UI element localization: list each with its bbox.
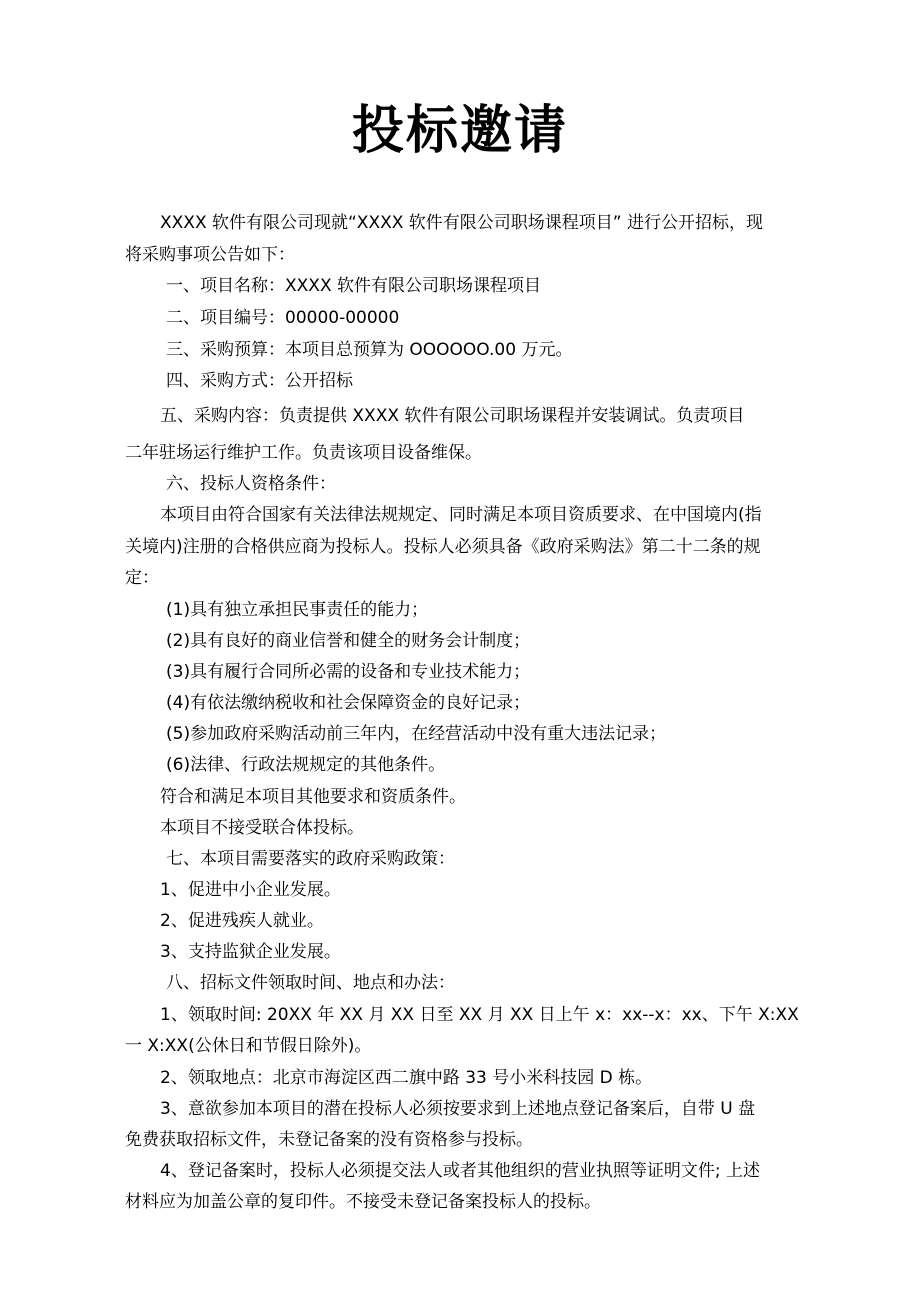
condition-3: (3)具有履行合同所必需的设备和专业技术能力；	[166, 662, 531, 682]
qual-line-2: 关境内)注册的合格供应商为投标人。投标人必须具备《政府采购法》第二十二条的规	[125, 537, 761, 557]
policy-1: 1、促进中小企业发展。	[160, 880, 341, 900]
condition-5: (5)参加政府采购活动前三年内，在经营活动中没有重大违法记录；	[166, 724, 667, 744]
qual-line-1: 本项目由符合国家有关法律法规规定、同时满足本项目资质要求、在中国境内(指	[160, 505, 762, 525]
document-title: 投标邀请	[351, 101, 568, 161]
get-time-line-2: 一 X:XX(公休日和节假日除外)。	[125, 1036, 372, 1056]
intro-line-2: 将采购事项公告如下：	[125, 245, 295, 265]
item-content-line-2: 二年驻场运行维护工作。负责该项目设备维保。	[125, 443, 482, 463]
get-method-line-1: 3、意欲参加本项目的潜在投标人必须按要求到上述地点登记备案后，自带 U 盘	[160, 1099, 756, 1119]
policy-2: 2、促进残疾人就业。	[160, 911, 324, 931]
get-method-line-2: 免费获取招标文件，未登记备案的没有资格参与投标。	[125, 1130, 533, 1150]
no-consortium: 本项目不接受联合体投标。	[160, 818, 364, 838]
condition-2: (2)具有良好的商业信誉和健全的财务会计制度；	[166, 631, 531, 651]
qual-line-3: 定：	[125, 568, 159, 588]
policy-3: 3、支持监狱企业发展。	[160, 942, 341, 962]
registration-line-1: 4、登记备案时，投标人必须提交法人或者其他组织的营业执照等证明文件; 上述	[160, 1161, 760, 1181]
item-qualifications: 六、投标人资格条件：	[166, 474, 336, 494]
item-project-number: 二、项目编号：00000-00000	[166, 308, 400, 328]
item-budget: 三、采购预算：本项目总预算为 OOOOOO.00 万元。	[166, 340, 573, 360]
item-project-name: 一、项目名称：XXXX 软件有限公司职场课程项目	[166, 276, 541, 296]
get-time-line-1: 1、领取时间: 20XX 年 XX 月 XX 日至 XX 月 XX 日上午 x：xx--x：xx、下午 X:XX	[160, 1005, 799, 1025]
extra-requirements: 符合和满足本项目其他要求和资质条件。	[160, 787, 466, 807]
item-policies: 七、本项目需要落实的政府采购政策：	[166, 849, 455, 869]
item-method: 四、采购方式：公开招标	[166, 371, 353, 391]
get-location: 2、领取地点：北京市海淀区西二旗中路 33 号小米科技园 D 栋。	[160, 1068, 653, 1088]
registration-line-2: 材料应为加盖公章的复印件。不接受未登记备案投标人的投标。	[125, 1192, 601, 1212]
condition-4: (4)有依法缴纳税收和社会保障资金的良好记录；	[166, 693, 531, 713]
intro-line-1: XXXX 软件有限公司现就“XXXX 软件有限公司职场课程项目” 进行公开招标，现	[160, 213, 763, 233]
condition-6: (6)法律、行政法规规定的其他条件。	[166, 755, 446, 775]
item-content-line-1: 五、采购内容：负责提供 XXXX 软件有限公司职场课程并安装调试。负责项目	[160, 406, 745, 426]
condition-1: (1)具有独立承担民事责任的能力；	[166, 600, 429, 620]
item-tender-documents: 八、招标文件领取时间、地点和办法：	[166, 973, 455, 993]
